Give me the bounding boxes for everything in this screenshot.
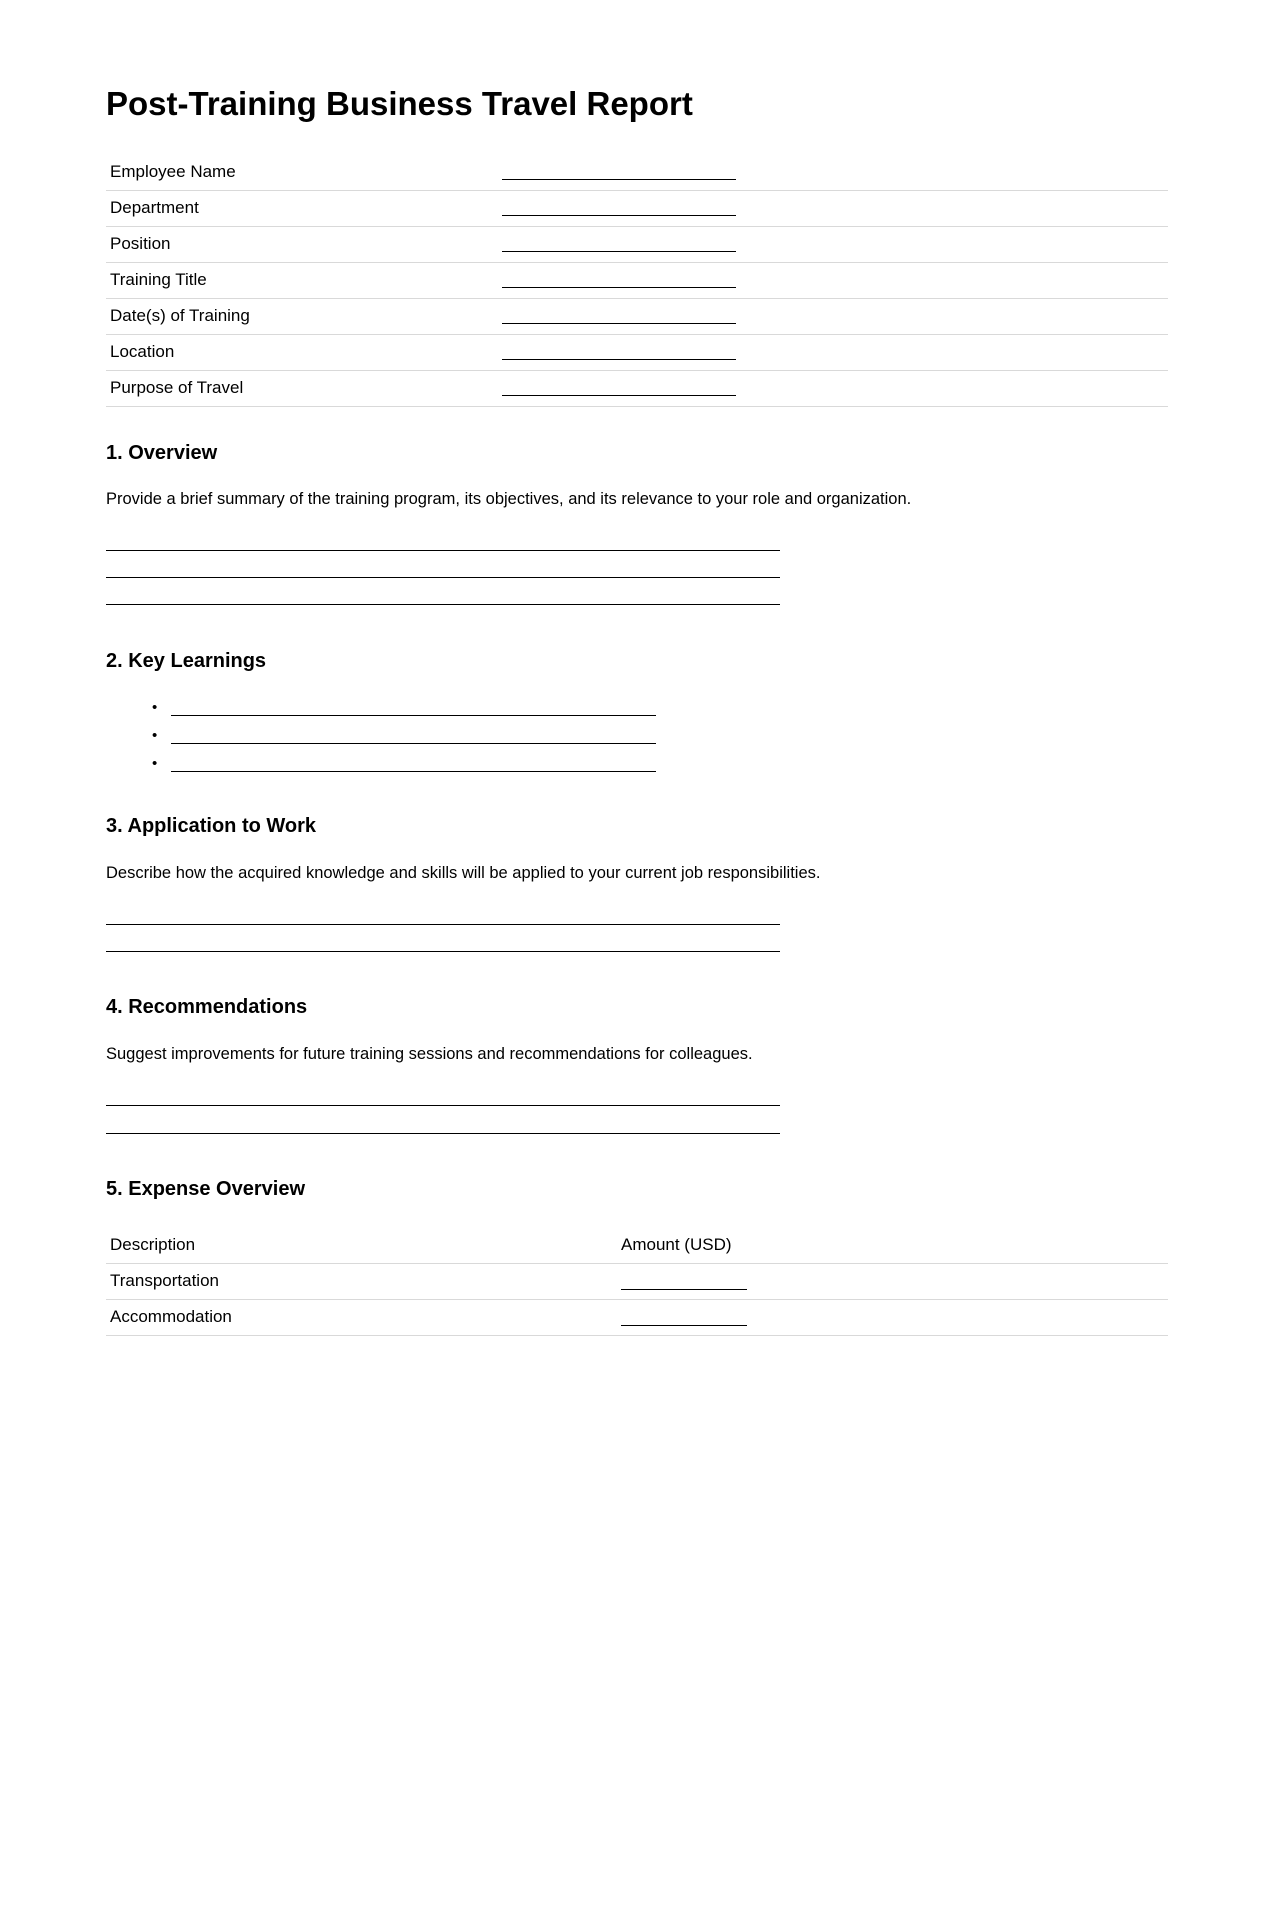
key-learning-line[interactable]	[171, 743, 656, 744]
key-learning-line[interactable]	[171, 771, 656, 772]
expense-header-row	[106, 1228, 1168, 1264]
info-label: Department	[110, 198, 199, 217]
table-row	[106, 1300, 1168, 1336]
recommendations-description: Suggest improvements for future training sessions and recommendations for colleagues.	[106, 1045, 753, 1063]
employee-name-field[interactable]	[502, 179, 736, 180]
recommendations-heading: 4. Recommendations	[106, 996, 308, 1018]
info-label: Training Title	[110, 270, 207, 289]
training-title-field[interactable]	[502, 287, 736, 288]
application-line[interactable]	[106, 924, 780, 925]
training-dates-field[interactable]	[502, 323, 736, 324]
recommendations-line[interactable]	[106, 1133, 780, 1134]
info-row-position	[106, 227, 1168, 263]
column-header-amount: Amount (USD)	[621, 1235, 732, 1254]
bullet-icon: •	[152, 755, 158, 772]
application-heading: 3. Application to Work	[106, 815, 317, 837]
key-learning-line[interactable]	[171, 715, 656, 716]
expense-amount-field[interactable]	[621, 1325, 747, 1326]
expense-description: Accommodation	[110, 1307, 232, 1326]
purpose-field[interactable]	[502, 395, 736, 396]
expenses-heading: 5. Expense Overview	[106, 1178, 306, 1200]
overview-description: Provide a brief summary of the training program, its objectives, and its relevance to your role and organization.	[106, 490, 912, 508]
page-title: Post-Training Business Travel Report	[106, 85, 693, 122]
bullet-icon: •	[152, 727, 158, 744]
column-header-description: Description	[110, 1235, 196, 1254]
overview-heading: 1. Overview	[106, 442, 218, 464]
info-label: Purpose of Travel	[110, 378, 244, 397]
application-description: Describe how the acquired knowledge and skills will be applied to your current job responsibilities.	[106, 864, 821, 882]
info-row-department	[106, 191, 1168, 227]
info-row-purpose	[106, 371, 1168, 407]
info-row-location	[106, 335, 1168, 371]
overview-line[interactable]	[106, 577, 780, 578]
info-row-employee-name	[106, 155, 1168, 191]
info-label: Location	[110, 342, 175, 361]
bullet-icon: •	[152, 699, 158, 716]
expense-amount-field[interactable]	[621, 1289, 747, 1290]
overview-line[interactable]	[106, 550, 780, 551]
info-label: Position	[110, 234, 171, 253]
department-field[interactable]	[502, 215, 736, 216]
info-row-training-dates	[106, 299, 1168, 335]
employee-info-table	[106, 155, 1168, 407]
info-label: Employee Name	[110, 162, 236, 181]
location-field[interactable]	[502, 359, 736, 360]
overview-line[interactable]	[106, 604, 780, 605]
table-row	[106, 1264, 1168, 1300]
expense-description: Transportation	[110, 1271, 219, 1290]
recommendations-line[interactable]	[106, 1105, 780, 1106]
application-line[interactable]	[106, 951, 780, 952]
key-learnings-heading: 2. Key Learnings	[106, 650, 267, 672]
info-label: Date(s) of Training	[110, 306, 250, 325]
expense-table	[106, 1228, 1168, 1326]
info-row-training-title	[106, 263, 1168, 299]
position-field[interactable]	[502, 251, 736, 252]
